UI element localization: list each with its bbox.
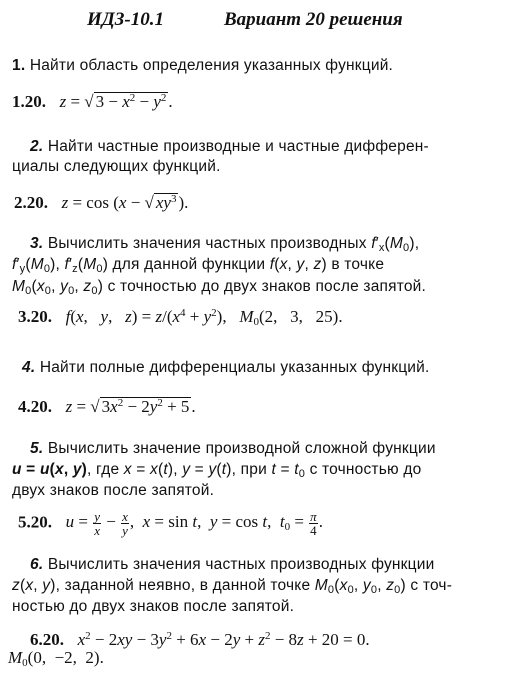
- task-1-number: 1.: [12, 57, 26, 74]
- problem-6-20-point: $M_0(0$, −2, 2).: [8, 648, 104, 669]
- problem-3-20-number: 3.20.: [18, 307, 52, 326]
- problem-6-20-formula: $x^2 - 2xy - 3y^2 + 6x - 2y + z^2 - 8z + 20 = 0$.: [77, 630, 370, 649]
- problem-2-20-number: 2.20.: [14, 193, 48, 212]
- task-6-line-2: z(x, y), заданной неявно, в данной точке $M_0(x_0$, $y_0$, $z_0$) с точ-: [12, 577, 453, 596]
- task-2-line-2: циалы следующих функций.: [12, 158, 221, 175]
- variant-title: Вариант 20 решения: [224, 9, 403, 30]
- task-3-line-2: $f'_y(M_0)$, $f'_z(M_0)$ для данной функции f(x, y, z) в точке: [12, 256, 385, 275]
- document-title: ИДЗ-10.1: [87, 9, 165, 30]
- problem-2-20: [14, 193, 188, 213]
- problem-4-20-formula: z = √ $3x^2 - 2y^2 + 5$ .: [65, 397, 196, 416]
- task-1-text: Найти область определения указанных функций.: [29, 57, 394, 74]
- problem-4-20-number: 4.20.: [18, 397, 52, 416]
- problem-3-20-formula: f(x, y, $z) = z/(x^4 + y^2)$, $M_0(2$, 3, 25).: [65, 307, 343, 328]
- task-3-line-1: 3. Вычислить значения частных производных $f'_x(M_0)$,: [30, 235, 420, 254]
- task-4-statement: [22, 359, 430, 377]
- problem-2-20-formula: z = cos (x − √ $xy^3$ ).: [61, 193, 189, 212]
- problem-1-20: [12, 92, 173, 112]
- task-6-line-1: 6. Вычислить значения частных производных функции: [30, 556, 435, 573]
- problem-3-20: [18, 307, 343, 327]
- task-4-number: 4.: [22, 359, 36, 376]
- problem-6-20: [30, 630, 370, 650]
- task-5-line-1: 5. Вычислить значение производной сложной функции: [30, 440, 436, 457]
- task-6-line-3: ностью до двух знаков после запятой.: [12, 598, 295, 615]
- problem-5-20: [18, 510, 323, 537]
- task-5-number: 5.: [30, 440, 44, 457]
- problem-1-20-number: 1.20.: [12, 92, 46, 111]
- problem-1-20-formula: z = √ $3 - x^2 - y^2$ .: [59, 92, 173, 111]
- task-5-line-2: u = u(x, y), где x = x(t), y = y(t), при $t = t_0$ с точностью до: [12, 461, 422, 480]
- task-5-line-3: двух знаков после запятой.: [12, 482, 215, 499]
- task-3-number: 3.: [30, 235, 44, 252]
- problem-6-20-number: 6.20.: [30, 630, 64, 649]
- problem-4-20: [18, 397, 196, 417]
- task-3-line-3: $M_0(x_0$, $y_0$, $z_0$) с точностью до двух знаков после запятой.: [12, 278, 427, 297]
- task-4-text: Найти полные дифференциалы указанных функций.: [39, 359, 430, 376]
- problem-5-20-number: 5.20.: [18, 512, 52, 532]
- task-6-number: 6.: [30, 556, 44, 573]
- task-2-number: 2.: [30, 138, 44, 155]
- task-1-statement: [12, 57, 393, 75]
- task-2-line-1: 2. Найти частные производные и частные дифферен-: [30, 138, 429, 155]
- problem-5-20-formula: u = $\frac{y}{x}$ − $\frac{x}{y}$ , x = sin t, y = cos t, $t_0$ = $\frac{\pi}{4}$ .: [65, 509, 323, 538]
